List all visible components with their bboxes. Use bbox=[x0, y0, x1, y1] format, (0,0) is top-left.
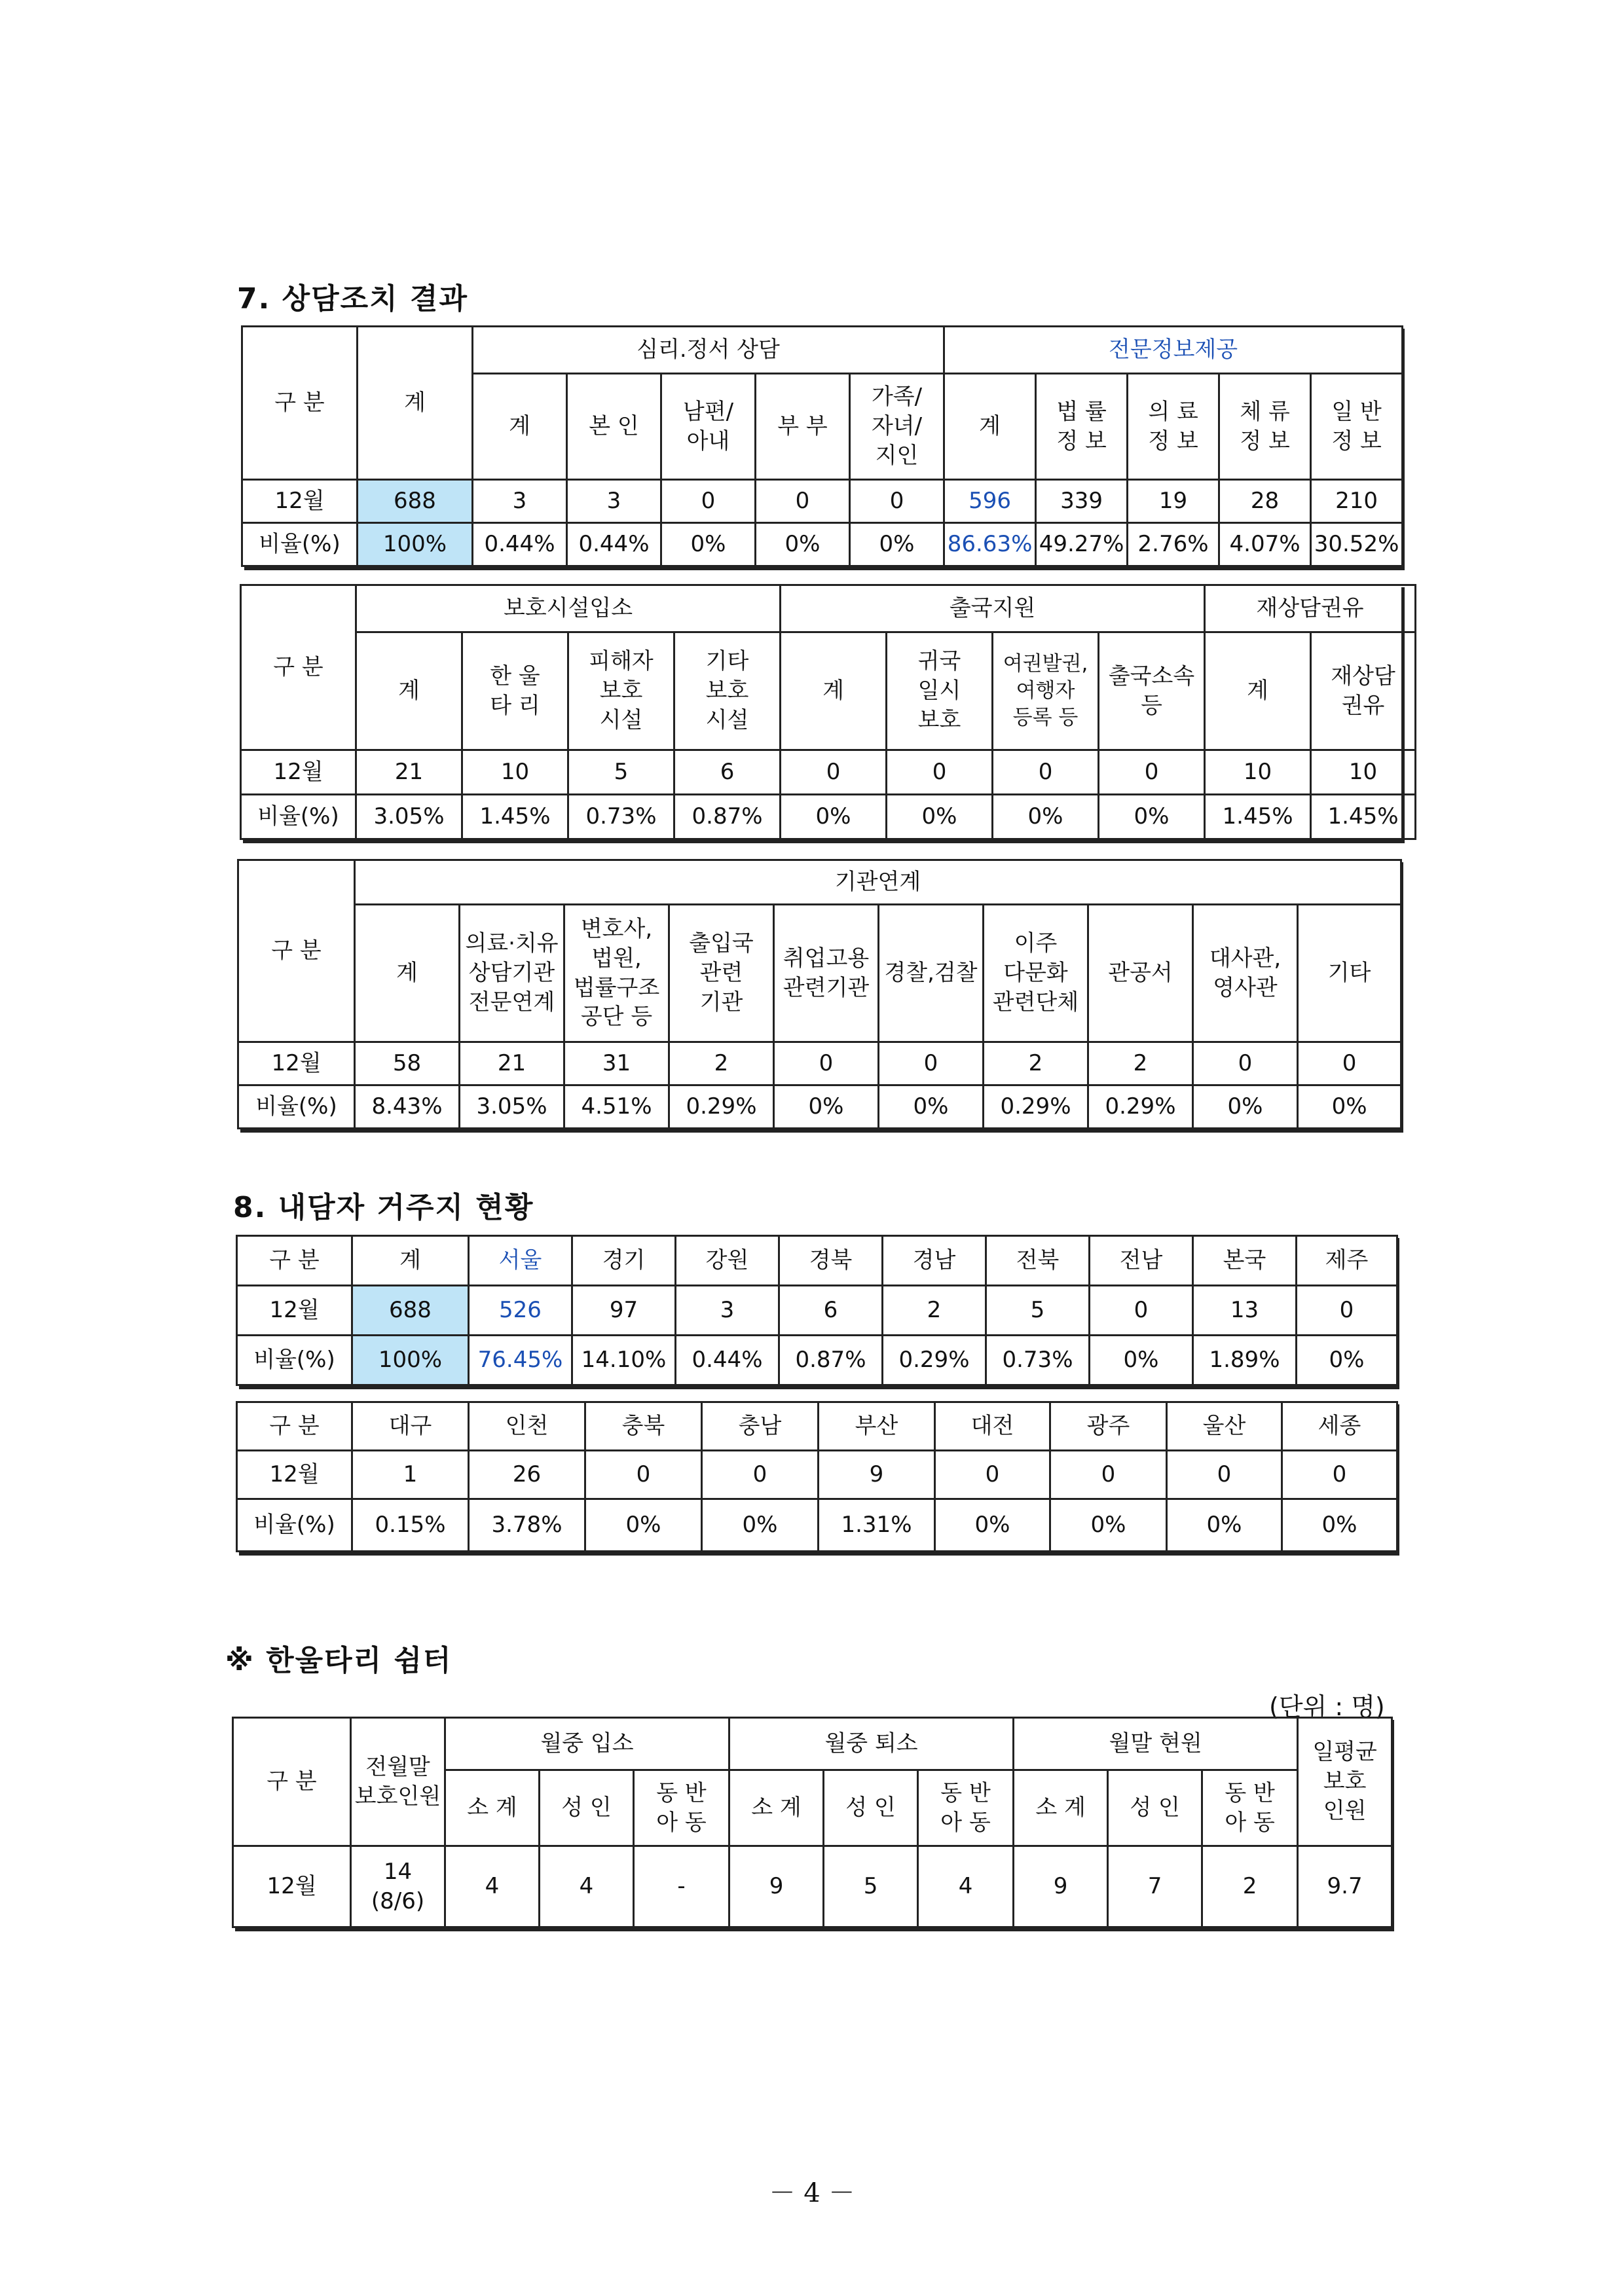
data-cell: 9 bbox=[1014, 1846, 1108, 1927]
agency-linkage-table bbox=[237, 859, 1400, 1129]
col-header: 피해자 보호 시설 bbox=[568, 632, 674, 750]
data-cell: 10 bbox=[1205, 750, 1311, 795]
col-header: 계 bbox=[473, 374, 567, 480]
row-label: 12월 bbox=[238, 1042, 355, 1085]
data-cell: 4 bbox=[540, 1846, 634, 1927]
col-header: 계 bbox=[352, 1236, 469, 1286]
col-header: 경북 bbox=[779, 1236, 883, 1286]
total-cell: 688 bbox=[352, 1286, 469, 1336]
data-cell: 13 bbox=[1193, 1286, 1297, 1336]
data-cell: 0 bbox=[781, 750, 887, 795]
col-header: 본국 bbox=[1193, 1236, 1297, 1286]
col-header: 계 bbox=[355, 905, 460, 1042]
col-header: 본 인 bbox=[567, 374, 661, 480]
header-gubun: 구 분 bbox=[237, 1236, 352, 1286]
data-cell: 0.73% bbox=[568, 795, 674, 839]
col-header: 한 울 타 리 bbox=[462, 632, 568, 750]
data-cell: 28 bbox=[1219, 480, 1311, 523]
col-header: 충남 bbox=[702, 1402, 819, 1451]
col-header: 충북 bbox=[585, 1402, 702, 1451]
data-cell: 86.63% bbox=[944, 523, 1036, 566]
data-cell: 0 bbox=[879, 1042, 984, 1085]
data-cell: 0% bbox=[774, 1085, 879, 1129]
data-cell: 1.45% bbox=[1205, 795, 1311, 839]
header-monthly-discharge: 월중 퇴소 bbox=[729, 1718, 1014, 1770]
col-header: 강원 bbox=[676, 1236, 779, 1286]
data-cell: 0% bbox=[781, 795, 887, 839]
col-header: 울산 bbox=[1167, 1402, 1282, 1451]
row-label: 비율(%) bbox=[241, 795, 356, 839]
col-header: 계 bbox=[1205, 632, 1311, 750]
col-header: 출입국 관련 기관 bbox=[669, 905, 774, 1042]
data-cell: 6 bbox=[674, 750, 781, 795]
data-cell: 0% bbox=[850, 523, 944, 566]
data-cell: 0% bbox=[1090, 1336, 1193, 1385]
col-header: 대전 bbox=[935, 1402, 1050, 1451]
col-header: 전북 bbox=[986, 1236, 1090, 1286]
data-cell: 0.44% bbox=[676, 1336, 779, 1385]
data-cell: 0% bbox=[702, 1499, 819, 1552]
header-prev-month: 전월말 보호인원 bbox=[351, 1718, 445, 1846]
col-header: 계 bbox=[944, 374, 1036, 480]
col-header: 계 bbox=[356, 632, 462, 750]
data-cell: 0% bbox=[1050, 1499, 1167, 1552]
row-label: 12월 bbox=[233, 1846, 351, 1927]
col-header: 부 부 bbox=[756, 374, 850, 480]
data-cell: 0% bbox=[1297, 1336, 1397, 1385]
data-cell: 0 bbox=[1099, 750, 1205, 795]
data-cell: 0% bbox=[1167, 1499, 1282, 1552]
data-cell: 76.45% bbox=[469, 1336, 572, 1385]
data-cell: 0.87% bbox=[779, 1336, 883, 1385]
data-cell: 49.27% bbox=[1036, 523, 1128, 566]
col-header: 세종 bbox=[1282, 1402, 1397, 1451]
header-gubun: 구 분 bbox=[241, 585, 356, 750]
col-header: 여권발권, 여행자 등록 등 bbox=[993, 632, 1099, 750]
data-cell: 0% bbox=[879, 1085, 984, 1129]
data-cell: 2 bbox=[883, 1286, 986, 1336]
header-recounseling: 재상담권유 bbox=[1205, 585, 1416, 632]
col-header: 부산 bbox=[819, 1402, 935, 1451]
col-header: 의 료 정 보 bbox=[1128, 374, 1219, 480]
col-header: 체 류 정 보 bbox=[1219, 374, 1311, 480]
col-header: 대구 bbox=[352, 1402, 469, 1451]
row-label: 12월 bbox=[241, 750, 356, 795]
data-cell: 21 bbox=[356, 750, 462, 795]
data-cell: 21 bbox=[460, 1042, 564, 1085]
shelter-departure-table bbox=[240, 584, 1401, 840]
total-cell: 100% bbox=[358, 523, 473, 566]
col-header: 제주 bbox=[1297, 1236, 1397, 1286]
row-label: 비율(%) bbox=[237, 1499, 352, 1552]
col-header: 출국소속 등 bbox=[1099, 632, 1205, 750]
header-month-end-count: 월말 현원 bbox=[1014, 1718, 1298, 1770]
header-expert-info: 전문정보제공 bbox=[944, 327, 1403, 374]
col-header: 기타 bbox=[1298, 905, 1401, 1042]
header-agency-linkage: 기관연계 bbox=[355, 860, 1401, 905]
data-cell: 0 bbox=[1167, 1451, 1282, 1499]
data-cell: 0 bbox=[1050, 1451, 1167, 1499]
col-header: 재상담 권유 bbox=[1311, 632, 1416, 750]
header-gubun: 구 분 bbox=[237, 1402, 352, 1451]
col-header: 남편/ 아내 bbox=[661, 374, 756, 480]
data-cell: 0% bbox=[661, 523, 756, 566]
col-header: 의료·치유 상담기관 전문연계 bbox=[460, 905, 564, 1042]
col-header: 기타 보호 시설 bbox=[674, 632, 781, 750]
data-cell: 0.29% bbox=[883, 1336, 986, 1385]
data-cell: 0 bbox=[702, 1451, 819, 1499]
col-header: 대사관, 영사관 bbox=[1193, 905, 1298, 1042]
row-label: 12월 bbox=[237, 1286, 352, 1336]
data-cell: 26 bbox=[469, 1451, 585, 1499]
data-cell: 210 bbox=[1311, 480, 1403, 523]
data-cell: 0 bbox=[1090, 1286, 1193, 1336]
row-label: 비율(%) bbox=[238, 1085, 355, 1129]
section-7-title: 7. 상담조치 결과 bbox=[237, 282, 468, 316]
prev-month-count: 14 (8/6) bbox=[351, 1846, 445, 1927]
row-label: 12월 bbox=[237, 1451, 352, 1499]
data-cell: 9 bbox=[729, 1846, 824, 1927]
section-8-title: 8. 내담자 거주지 현황 bbox=[233, 1191, 534, 1224]
data-cell: 0% bbox=[993, 795, 1099, 839]
data-cell: 0% bbox=[585, 1499, 702, 1552]
data-cell: 4.07% bbox=[1219, 523, 1311, 566]
sub-header: 소 계 bbox=[445, 1770, 540, 1846]
data-cell: 3.78% bbox=[469, 1499, 585, 1552]
col-header: 귀국 일시 보호 bbox=[887, 632, 993, 750]
col-header: 경찰,검찰 bbox=[879, 905, 984, 1042]
data-cell: 0% bbox=[887, 795, 993, 839]
data-cell: 0 bbox=[774, 1042, 879, 1085]
data-cell: 0 bbox=[850, 480, 944, 523]
data-cell: 3.05% bbox=[460, 1085, 564, 1129]
data-cell: 0% bbox=[1099, 795, 1205, 839]
shelter-section-title: ※ 한울타리 쉼터 bbox=[225, 1644, 452, 1677]
counseling-result-table bbox=[241, 325, 1401, 567]
data-cell: 0 bbox=[1282, 1451, 1397, 1499]
data-cell: 9 bbox=[819, 1451, 935, 1499]
data-cell: 5 bbox=[824, 1846, 918, 1927]
total-cell: 100% bbox=[352, 1336, 469, 1385]
data-cell: 0.29% bbox=[1088, 1085, 1193, 1129]
data-cell: 2 bbox=[984, 1042, 1088, 1085]
residence-table-1 bbox=[236, 1235, 1396, 1386]
data-cell: 0 bbox=[1193, 1042, 1298, 1085]
data-cell: 0.73% bbox=[986, 1336, 1090, 1385]
header-departure-support: 출국지원 bbox=[781, 585, 1205, 632]
header-gubun: 구 분 bbox=[233, 1718, 351, 1846]
data-cell: 0 bbox=[661, 480, 756, 523]
data-cell: 0% bbox=[935, 1499, 1050, 1552]
data-cell: 526 bbox=[469, 1286, 572, 1336]
data-cell: 2 bbox=[669, 1042, 774, 1085]
unit-note: (단위 : 명) bbox=[1269, 1692, 1385, 1721]
data-cell: 0 bbox=[887, 750, 993, 795]
data-cell: 0 bbox=[756, 480, 850, 523]
col-header: 가족/ 자녀/ 지인 bbox=[850, 374, 944, 480]
sub-header: 성 인 bbox=[1108, 1770, 1202, 1846]
header-psych-counseling: 심리.정서 상담 bbox=[473, 327, 944, 374]
data-cell: 1.45% bbox=[462, 795, 568, 839]
col-header: 광주 bbox=[1050, 1402, 1167, 1451]
data-cell: 4.51% bbox=[564, 1085, 669, 1129]
data-cell: - bbox=[634, 1846, 729, 1927]
data-cell: 0% bbox=[1193, 1085, 1298, 1129]
col-header: 관공서 bbox=[1088, 905, 1193, 1042]
total-cell: 688 bbox=[358, 480, 473, 523]
col-header: 법 률 정 보 bbox=[1036, 374, 1128, 480]
header-total: 계 bbox=[358, 327, 473, 480]
sub-header: 동 반 아 동 bbox=[634, 1770, 729, 1846]
shelter-table bbox=[232, 1717, 1391, 1928]
row-label: 12월 bbox=[242, 480, 358, 523]
col-header: 경기 bbox=[572, 1236, 676, 1286]
data-cell: 0.44% bbox=[567, 523, 661, 566]
sub-header: 동 반 아 동 bbox=[918, 1770, 1014, 1846]
data-cell: 1.89% bbox=[1193, 1336, 1297, 1385]
header-gubun: 구 분 bbox=[242, 327, 358, 480]
col-header: 인천 bbox=[469, 1402, 585, 1451]
data-cell: 0.15% bbox=[352, 1499, 469, 1552]
data-cell: 7 bbox=[1108, 1846, 1202, 1927]
data-cell: 4 bbox=[445, 1846, 540, 1927]
sub-header: 소 계 bbox=[1014, 1770, 1108, 1846]
data-cell: 4 bbox=[918, 1846, 1014, 1927]
data-cell: 14.10% bbox=[572, 1336, 676, 1385]
data-cell: 0.87% bbox=[674, 795, 781, 839]
data-cell: 596 bbox=[944, 480, 1036, 523]
data-cell: 1 bbox=[352, 1451, 469, 1499]
data-cell: 10 bbox=[462, 750, 568, 795]
col-header: 이주 다문화 관련단체 bbox=[984, 905, 1088, 1042]
data-cell: 31 bbox=[564, 1042, 669, 1085]
data-cell: 339 bbox=[1036, 480, 1128, 523]
data-cell: 3 bbox=[473, 480, 567, 523]
data-cell: 0% bbox=[756, 523, 850, 566]
data-cell: 2 bbox=[1088, 1042, 1193, 1085]
header-monthly-admission: 월중 입소 bbox=[445, 1718, 729, 1770]
col-header: 경남 bbox=[883, 1236, 986, 1286]
header-daily-average: 일평균 보호 인원 bbox=[1298, 1718, 1392, 1846]
data-cell: 5 bbox=[986, 1286, 1090, 1336]
data-cell: 8.43% bbox=[355, 1085, 460, 1129]
data-cell: 0 bbox=[585, 1451, 702, 1499]
data-cell: 97 bbox=[572, 1286, 676, 1336]
sub-header: 동 반 아 동 bbox=[1202, 1770, 1298, 1846]
page-number: － 4 － bbox=[769, 2178, 855, 2208]
col-header: 변호사, 법원, 법률구조 공단 등 bbox=[564, 905, 669, 1042]
row-label: 비율(%) bbox=[237, 1336, 352, 1385]
data-cell: 0 bbox=[1298, 1042, 1401, 1085]
data-cell: 0 bbox=[935, 1451, 1050, 1499]
residence-table-2 bbox=[236, 1401, 1396, 1552]
data-cell: 0.44% bbox=[473, 523, 567, 566]
col-header: 일 반 정 보 bbox=[1311, 374, 1403, 480]
sub-header: 소 계 bbox=[729, 1770, 824, 1846]
sub-header: 성 인 bbox=[824, 1770, 918, 1846]
data-cell: 0.29% bbox=[984, 1085, 1088, 1129]
daily-average-value: 9.7 bbox=[1298, 1846, 1392, 1927]
data-cell: 30.52% bbox=[1311, 523, 1403, 566]
data-cell: 0.29% bbox=[669, 1085, 774, 1129]
data-cell: 0% bbox=[1282, 1499, 1397, 1552]
data-cell: 3.05% bbox=[356, 795, 462, 839]
header-gubun: 구 분 bbox=[238, 860, 355, 1042]
col-header: 전남 bbox=[1090, 1236, 1193, 1286]
data-cell: 2 bbox=[1202, 1846, 1298, 1927]
data-cell: 0% bbox=[1298, 1085, 1401, 1129]
data-cell: 3 bbox=[676, 1286, 779, 1336]
row-label: 비율(%) bbox=[242, 523, 358, 566]
col-header: 서울 bbox=[469, 1236, 572, 1286]
data-cell: 0 bbox=[993, 750, 1099, 795]
data-cell: 3 bbox=[567, 480, 661, 523]
data-cell: 1.31% bbox=[819, 1499, 935, 1552]
data-cell: 19 bbox=[1128, 480, 1219, 523]
col-header: 취업고용 관련기관 bbox=[774, 905, 879, 1042]
data-cell: 58 bbox=[355, 1042, 460, 1085]
data-cell: 6 bbox=[779, 1286, 883, 1336]
col-header: 계 bbox=[781, 632, 887, 750]
data-cell: 0 bbox=[1297, 1286, 1397, 1336]
sub-header: 성 인 bbox=[540, 1770, 634, 1846]
data-cell: 2.76% bbox=[1128, 523, 1219, 566]
header-shelter-admission: 보호시설입소 bbox=[356, 585, 781, 632]
data-cell: 10 bbox=[1311, 750, 1416, 795]
data-cell: 1.45% bbox=[1311, 795, 1416, 839]
data-cell: 5 bbox=[568, 750, 674, 795]
